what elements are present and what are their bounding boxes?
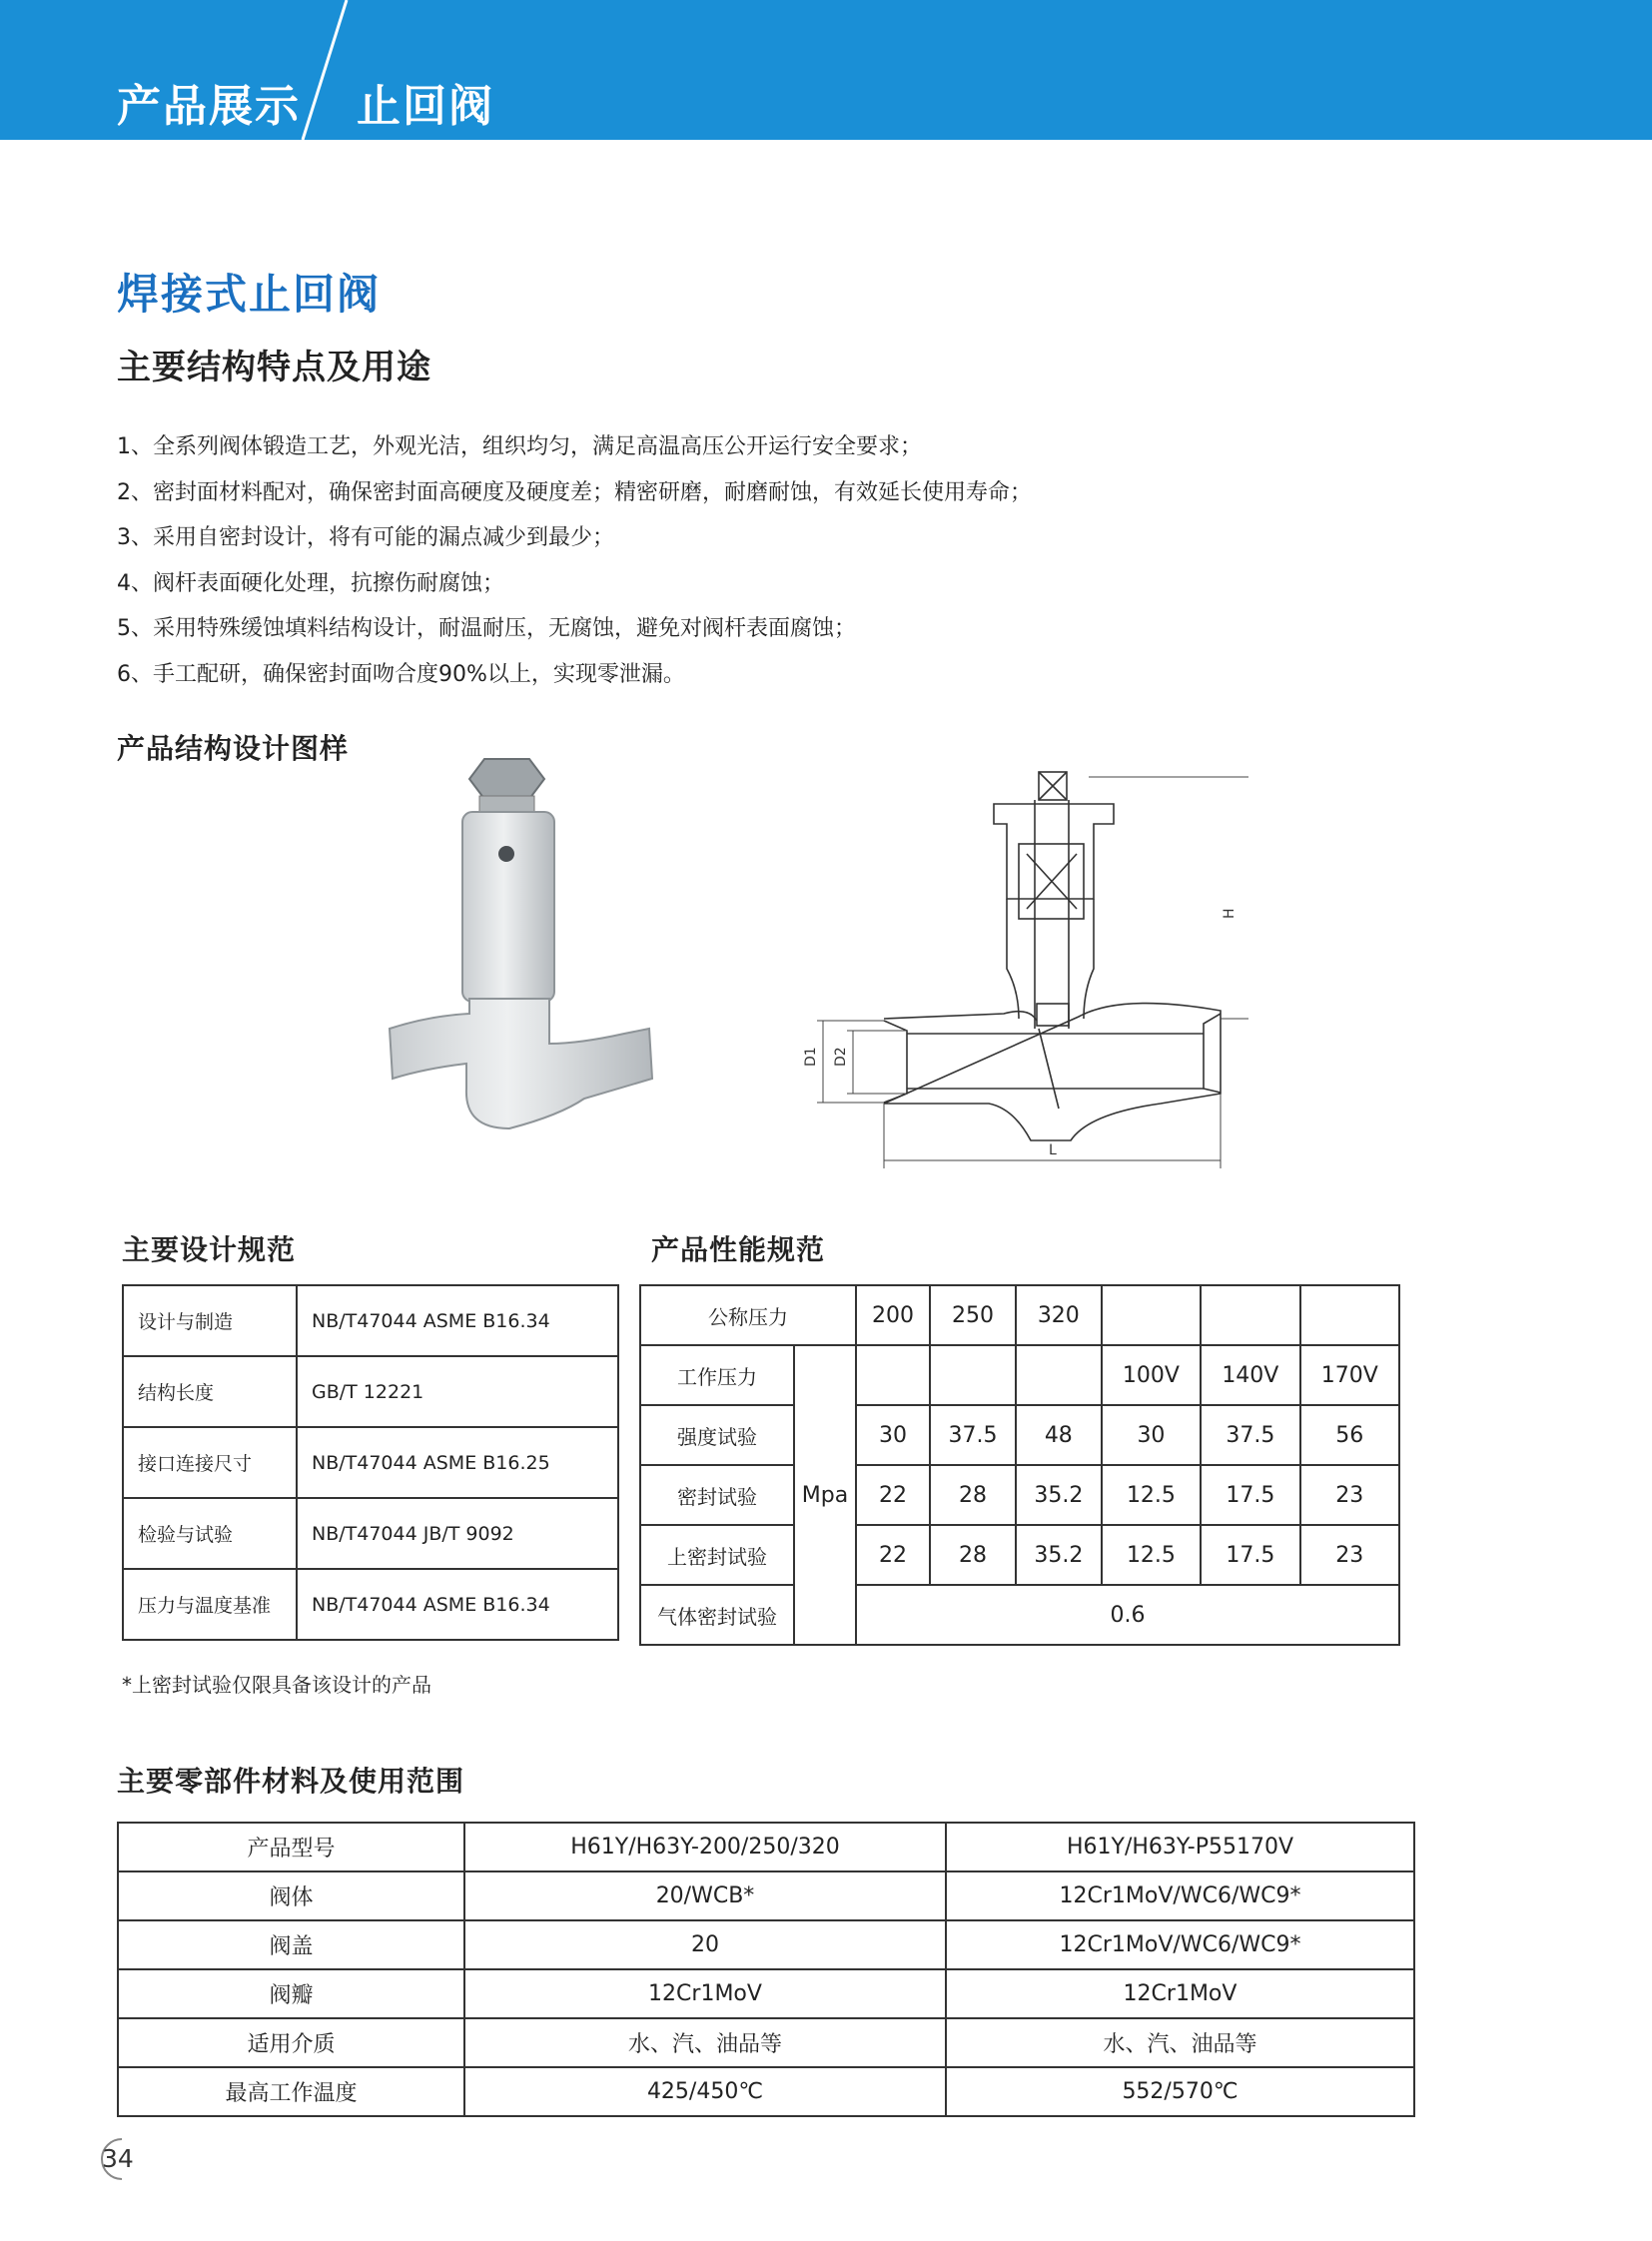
material-value: 水、汽、油品等	[946, 2018, 1414, 2067]
materials-table	[117, 1822, 1415, 2117]
performance-heading: 产品性能规范	[651, 1233, 826, 1266]
materials-heading: 主要零部件材料及使用范围	[117, 1765, 465, 1798]
perf-cell	[1201, 1285, 1299, 1345]
dim-label-l: L	[1049, 1142, 1057, 1158]
material-key: 最高工作温度	[118, 2067, 464, 2116]
header-title: 止回阀	[357, 81, 494, 132]
material-value: 425/450℃	[464, 2067, 946, 2116]
perf-cell	[930, 1345, 1016, 1405]
design-spec-table	[122, 1284, 619, 1641]
perf-cell: 22	[856, 1465, 930, 1525]
material-value: 水、汽、油品等	[464, 2018, 946, 2067]
spec-key: 接口连接尺寸	[123, 1427, 297, 1498]
table-row	[640, 1345, 1399, 1405]
material-key: 阀盖	[118, 1920, 464, 1969]
performance-table	[639, 1284, 1400, 1646]
perf-cell: 0.6	[856, 1585, 1399, 1645]
perf-cell	[1102, 1285, 1201, 1345]
feature-item: 6、手工配研，确保密封面吻合度90%以上，实现零泄漏。	[117, 661, 685, 687]
perf-cell: 200	[856, 1285, 930, 1345]
feature-item: 2、密封面材料配对，确保密封面高硬度及硬度差；精密研磨，耐磨耐蚀，有效延长使用寿命；	[117, 479, 1033, 505]
footnote: *上密封试验仅限具备该设计的产品	[122, 1673, 431, 1697]
perf-cell: 28	[930, 1525, 1016, 1585]
material-key: 阀体	[118, 1871, 464, 1920]
table-row	[123, 1356, 618, 1427]
material-value: H61Y/H63Y-P55170V	[946, 1823, 1414, 1871]
perf-label: 气体密封试验	[640, 1585, 794, 1645]
perf-cell: 170V	[1300, 1345, 1399, 1405]
table-row	[640, 1465, 1399, 1525]
dim-label-d1: D1	[803, 1047, 819, 1067]
material-value: 12Cr1MoV	[946, 1969, 1414, 2018]
perf-label: 密封试验	[640, 1465, 794, 1525]
perf-cell: 30	[1102, 1405, 1201, 1465]
structure-drawing	[789, 759, 1248, 1178]
spec-value: GB/T 12221	[297, 1356, 618, 1427]
perf-cell: 48	[1016, 1405, 1102, 1465]
feature-item: 4、阀杆表面硬化处理，抗擦伤耐腐蚀；	[117, 570, 504, 596]
header-bar	[0, 0, 1652, 140]
perf-cell: 100V	[1102, 1345, 1201, 1405]
table-row	[118, 2067, 1414, 2116]
perf-cell	[1300, 1285, 1399, 1345]
table-row	[118, 1871, 1414, 1920]
dim-label-d2: D2	[833, 1047, 849, 1067]
header-section: 产品展示	[117, 81, 301, 132]
header-divider	[295, 0, 355, 140]
perf-label: 公称压力	[640, 1285, 856, 1345]
page-number-text: 34	[102, 2144, 134, 2173]
material-value: 12Cr1MoV/WC6/WC9*	[946, 1871, 1414, 1920]
table-row	[640, 1405, 1399, 1465]
perf-cell: 17.5	[1201, 1465, 1299, 1525]
perf-cell: 23	[1300, 1465, 1399, 1525]
table-row	[123, 1285, 618, 1356]
table-row	[118, 1823, 1414, 1871]
perf-cell: 28	[930, 1465, 1016, 1525]
perf-label: 强度试验	[640, 1405, 794, 1465]
perf-cell: 56	[1300, 1405, 1399, 1465]
spec-key: 检验与试验	[123, 1498, 297, 1569]
page-title: 焊接式止回阀	[117, 270, 382, 319]
perf-cell: 140V	[1201, 1345, 1299, 1405]
structure-heading: 产品结构设计图样	[117, 732, 350, 765]
perf-cell: 250	[930, 1285, 1016, 1345]
perf-cell: 23	[1300, 1525, 1399, 1585]
valve-photo	[385, 744, 664, 1173]
spec-key: 压力与温度基准	[123, 1569, 297, 1640]
feature-item: 3、采用自密封设计，将有可能的漏点减少到最少；	[117, 525, 614, 550]
perf-cell	[856, 1345, 930, 1405]
spec-key: 设计与制造	[123, 1285, 297, 1356]
perf-cell: 22	[856, 1525, 930, 1585]
feature-item: 5、采用特殊缓蚀填料结构设计，耐温耐压，无腐蚀，避免对阀杆表面腐蚀；	[117, 616, 856, 641]
perf-cell	[1016, 1345, 1102, 1405]
table-row	[123, 1498, 618, 1569]
perf-cell: 35.2	[1016, 1525, 1102, 1585]
material-value: 20	[464, 1920, 946, 1969]
perf-cell: 12.5	[1102, 1525, 1201, 1585]
material-key: 产品型号	[118, 1823, 464, 1871]
material-key: 适用介质	[118, 2018, 464, 2067]
material-value: 20/WCB*	[464, 1871, 946, 1920]
page-number	[92, 2135, 140, 2183]
perf-unit: Mpa	[794, 1345, 856, 1645]
spec-value: NB/T47044 ASME B16.34	[297, 1569, 618, 1640]
material-value: 552/570℃	[946, 2067, 1414, 2116]
perf-cell: 37.5	[1201, 1405, 1299, 1465]
material-key: 阀瓣	[118, 1969, 464, 2018]
material-value: 12Cr1MoV/WC6/WC9*	[946, 1920, 1414, 1969]
design-heading: 主要设计规范	[122, 1233, 297, 1266]
perf-cell: 17.5	[1201, 1525, 1299, 1585]
table-row	[118, 2018, 1414, 2067]
table-row	[640, 1285, 1399, 1345]
table-row	[118, 1920, 1414, 1969]
perf-label: 上密封试验	[640, 1525, 794, 1585]
spec-value: NB/T47044 ASME B16.34	[297, 1285, 618, 1356]
table-row	[118, 1969, 1414, 2018]
perf-cell: 35.2	[1016, 1465, 1102, 1525]
spec-value: NB/T47044 ASME B16.25	[297, 1427, 618, 1498]
spec-value: NB/T47044 JB/T 9092	[297, 1498, 618, 1569]
feature-list	[117, 424, 1032, 697]
section-subtitle: 主要结构特点及用途	[117, 348, 431, 387]
material-value: H61Y/H63Y-200/250/320	[464, 1823, 946, 1871]
feature-item: 1、全系列阀体锻造工艺，外观光洁，组织均匀，满足高温高压公开运行安全要求；	[117, 434, 922, 459]
perf-label: 工作压力	[640, 1345, 794, 1405]
table-row	[123, 1569, 618, 1640]
table-row	[123, 1427, 618, 1498]
dim-label-h: H	[1222, 908, 1238, 919]
spec-key: 结构长度	[123, 1356, 297, 1427]
perf-cell: 30	[856, 1405, 930, 1465]
table-row	[640, 1585, 1399, 1645]
material-value: 12Cr1MoV	[464, 1969, 946, 2018]
perf-cell: 12.5	[1102, 1465, 1201, 1525]
perf-cell: 37.5	[930, 1405, 1016, 1465]
perf-cell: 320	[1016, 1285, 1102, 1345]
table-row	[640, 1525, 1399, 1585]
